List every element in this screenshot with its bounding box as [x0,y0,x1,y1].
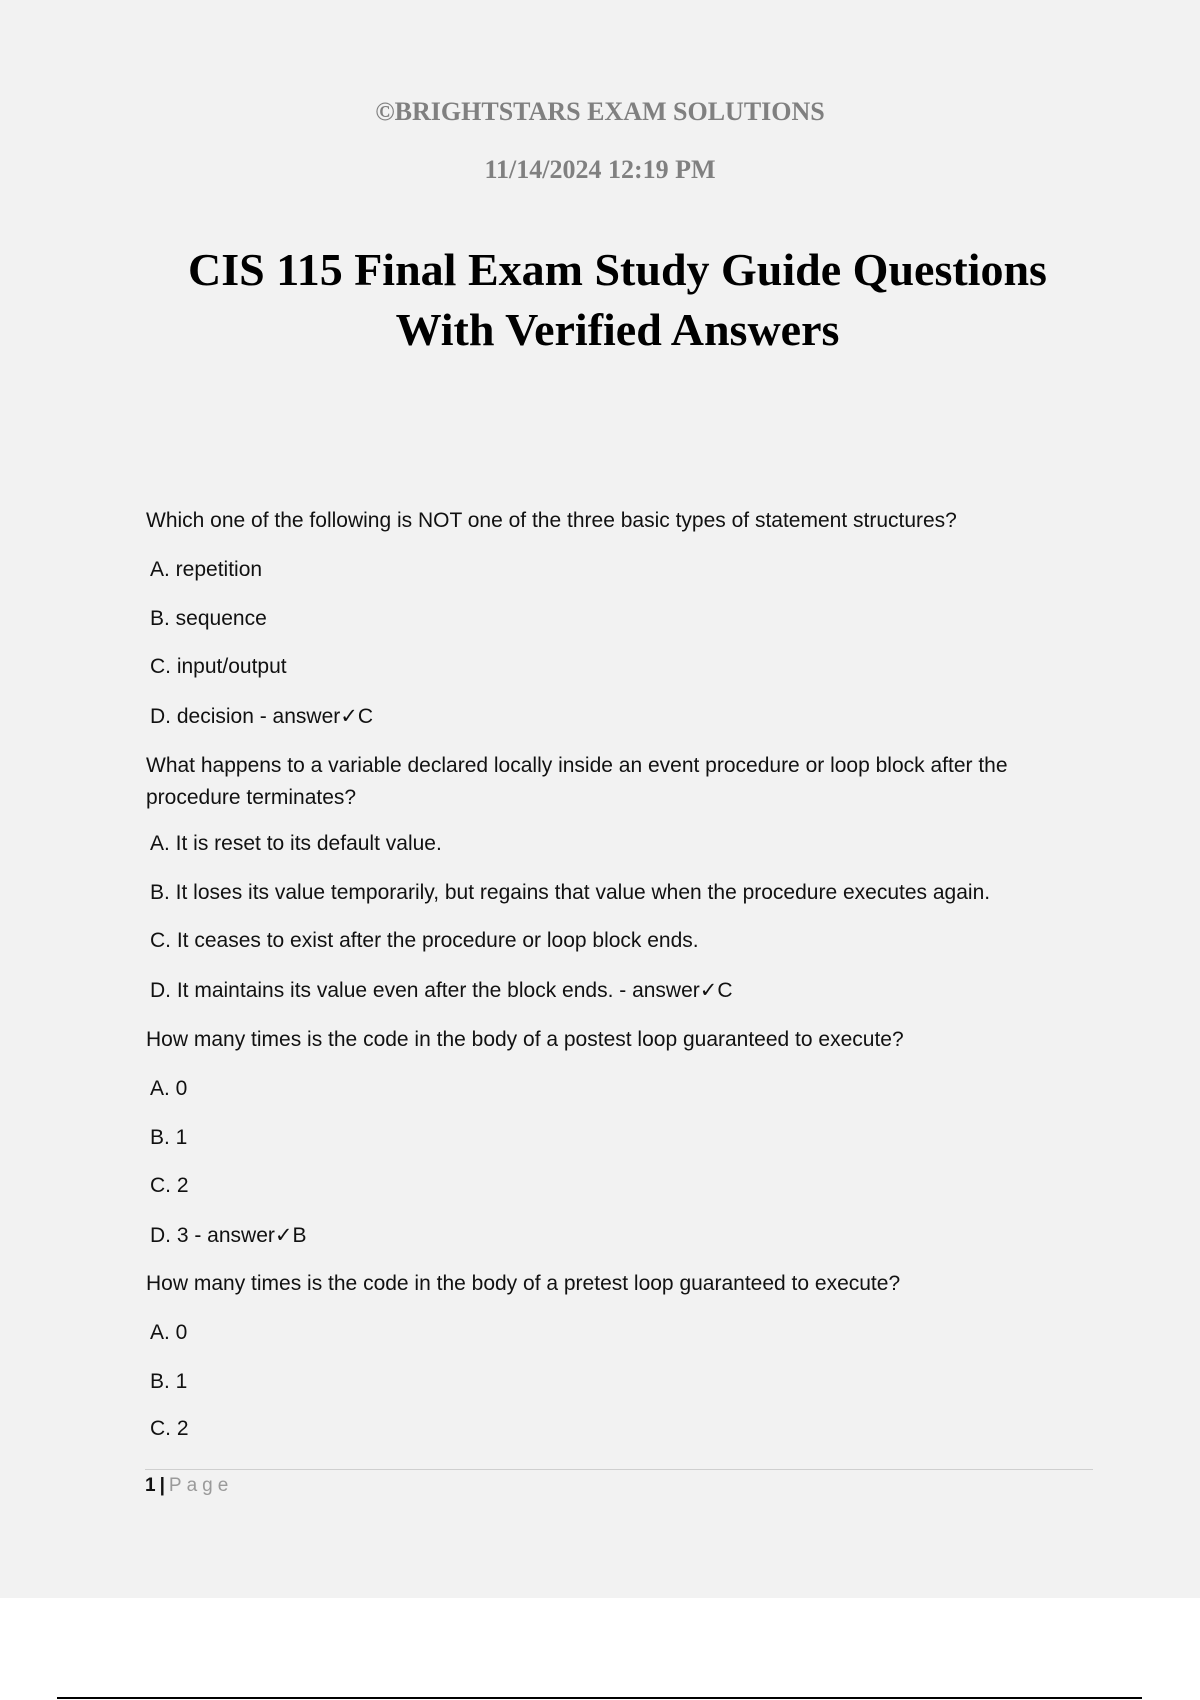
question-4-text: How many times is the code in the body of a pretest loop guaranteed to execute? [146,1272,901,1295]
question-4-option-a: A. 0 [150,1321,188,1344]
question-3-text: How many times is the code in the body of a postest loop guaranteed to execute? [146,1028,904,1051]
title-line-1: CIS 115 Final Exam Study Guide Questions [188,244,1047,295]
question-2-text-line-2: procedure terminates? [146,786,357,809]
question-3-option-d-answer: D. 3 - answer✓B [150,1224,307,1247]
page-footer [145,1474,233,1498]
question-3-option-a: A. 0 [150,1077,188,1100]
question-2-option-d-answer: D. It maintains its value even after the block ends. - answer✓C [150,979,733,1002]
question-3-option-c: C. 2 [150,1174,189,1197]
question-1-option-a: A. repetition [150,558,263,581]
question-2-option-a: A. It is reset to its default value. [150,832,442,855]
question-1-option-d-answer: D. decision - answer✓C [150,705,374,728]
header-brand: ©BRIGHTSTARS EXAM SOLUTIONS [375,97,825,126]
question-4-option-b: B. 1 [150,1370,188,1393]
question-1-option-c: C. input/output [150,655,287,678]
page-number: 1 [145,1475,156,1496]
title-line-2: With Verified Answers [395,304,840,355]
question-2-text-line-1: What happens to a variable declared locally inside an event procedure or loop block after the [146,754,1008,777]
page-separator: | [159,1475,165,1496]
next-page-top-rule [57,1697,1142,1699]
header-datetime: 11/14/2024 12:19 PM [484,155,716,184]
question-3-option-b: B. 1 [150,1126,188,1149]
question-1-text: Which one of the following is NOT one of the three basic types of statement structures? [146,509,957,532]
page-label: Page [168,1475,234,1496]
footer-divider [145,1469,1093,1470]
question-2-option-c: C. It ceases to exist after the procedure or loop block ends. [150,929,699,952]
question-1-option-b: B. sequence [150,607,267,630]
question-4-option-c: C. 2 [150,1417,189,1440]
question-2-option-b: B. It loses its value temporarily, but regains that value when the procedure executes again. [150,881,991,904]
